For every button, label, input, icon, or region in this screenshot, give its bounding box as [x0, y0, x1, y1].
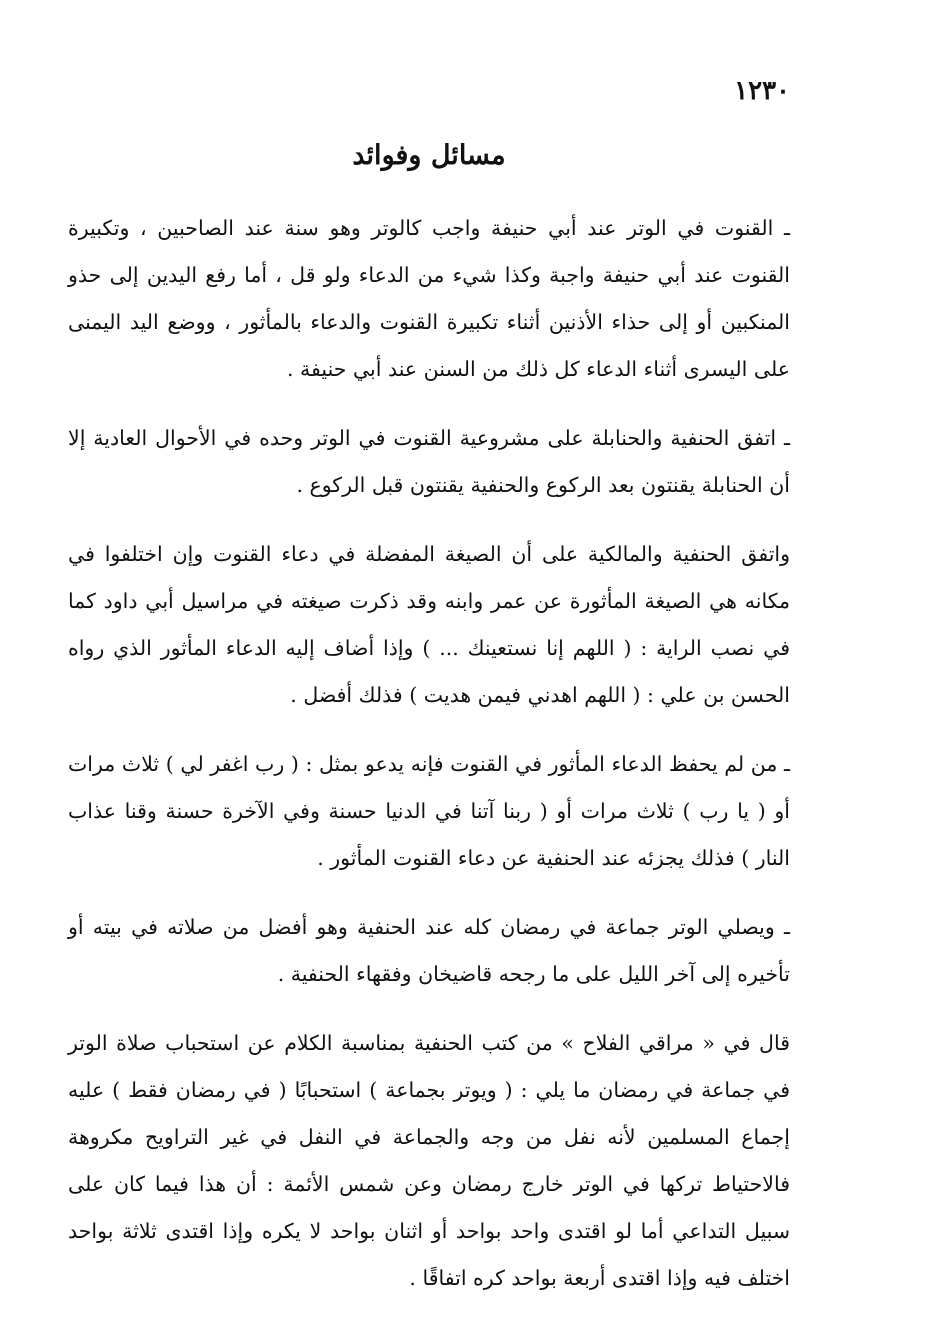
- paragraph: واتفق الحنفية والمالكية على أن الصيغة المفضلة في دعاء القنوت وإن اختلفوا في مكانه هي الصيغة المأثورة عن عمر وابنه وقد ذكرت صيغته في مراسيل أبي داود كما في نصب الراية : ( اللهم إنا نستعينك ... ) وإذا أضاف إليه الدعاء المأثور الذي رواه الحسن بن علي : ( اللهم اهدني فيمن هديت ) فذلك أفضل .: [68, 542, 790, 707]
- paragraph: قال في « مراقي الفلاح » من كتب الحنفية بمناسبة الكلام عن استحباب صلاة الوتر في جماعة في رمضان ما يلي : ( ويوتر بجماعة ) استحبابًا ( في رمضان فقط ) عليه إجماع المسلمين لأنه نفل من وجه والجماعة في النفل في غير التراويح مكروهة فالاحتياط تركها في الوتر خارج رمضان وعن شمس الأئمة : أن هذا فيما كان على سبيل التداعي أما لو اقتدى واحد بواحد أو اثنان بواحد لا يكره وإذا اقتدى ثلاثة بواحد اختلف فيه وإذا اقتدى أربعة بواحد كره اتفاقًا .: [68, 1031, 790, 1290]
- paragraph: ـ القنوت في الوتر عند أبي حنيفة واجب كالوتر وهو سنة عند الصاحبين ، وتكبيرة القنوت عند أبي حنيفة واجبة وكذا شيء من الدعاء ولو قل ، أما رفع اليدين إلى حذو المنكبين أو إلى حذاء الأذنين أثناء تكبيرة القنوت والدعاء بالمأثور ، ووضع اليد اليمنى على اليسرى أثناء الدعاء كل ذلك من السنن عند أبي حنيفة .: [68, 216, 790, 381]
- page-number: ١٢٣٠: [734, 76, 790, 106]
- section-title: مسائل وفوائد: [352, 140, 506, 171]
- page-body: [68, 205, 790, 1324]
- paragraph: ـ ويصلي الوتر جماعة في رمضان كله عند الحنفية وهو أفضل من صلاته في بيته أو تأخيره إلى آخر الليل على ما رجحه قاضيخان وفقهاء الحنفية .: [68, 915, 790, 986]
- book-page: [68, 0, 790, 1341]
- paragraph: ـ من لم يحفظ الدعاء المأثور في القنوت فإنه يدعو بمثل : ( رب اغفر لي ) ثلاث مرات أو ( يا رب ) ثلاث مرات أو ( ربنا آتنا في الدنيا حسنة وفي الآخرة حسنة وقنا عذاب النار ) فذلك يجزئه عند الحنفية عن دعاء القنوت المأثور .: [68, 752, 790, 870]
- paragraph: ـ اتفق الحنفية والحنابلة على مشروعية القنوت في الوتر وحده في الأحوال العادية إلا أن الحنابلة يقنتون بعد الركوع والحنفية يقنتون قبل الركوع .: [68, 426, 790, 497]
